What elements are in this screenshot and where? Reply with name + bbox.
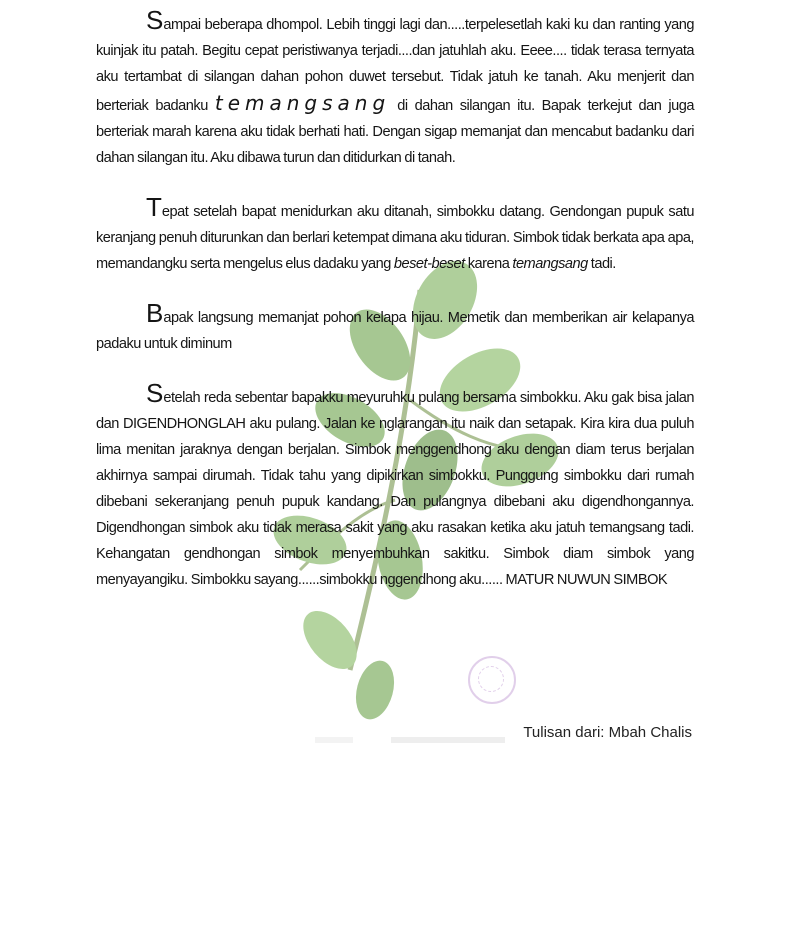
drop-cap: S bbox=[146, 378, 164, 408]
paragraph-2: Tepat setelah bapat menidurkan aku ditanah, simbokku datang. Gendongan pupuk satu keranjang penuh diturunkan dan berlari ketempat dimana aku tiduran. Simbok tidak berkata apa apa, memandangku serta mengelus elus dadaku yang beset-beset karena temangsang tadi. bbox=[96, 192, 694, 272]
story-body bbox=[96, 5, 694, 619]
drop-cap: S bbox=[146, 5, 164, 35]
stamp-watermark bbox=[468, 656, 516, 704]
paragraph-4: Setelah reda sebentar bapakku meyuruhku pulang bersama simbokku. Aku gak bisa jalan dan DIGENDHONGLAH aku pulang. Jalan ke nglarangan itu naik dan setapak. Kira kira dua puluh lima menitan jaraknya dengan berjalan. Simbok menggendhong aku dengan diam terus berjalan akhirnya sampai dirumah. Tidak tahu yang dipikirkan simbokku. Punggung simbokku dari rumah dibebani sekeranjang penuh pupuk kandang. Dan pulangnya dibebani aku digendhongannya. Digendhongan simbok aku tidak merasa sakit yang aku rasakan ketika aku jatuh temangsang tadi. Kehangatan gendhongan simbok menyembuhkan sakitku. Simbok diam simbok yang menyayangiku. Simbokku sayang......simbokku nggendhong aku...... MATUR NUWUN SIMBOK bbox=[96, 378, 694, 588]
emphasis-word: temangsang bbox=[214, 91, 391, 115]
drop-cap: B bbox=[146, 298, 164, 328]
italic-word: beset-beset bbox=[393, 256, 465, 272]
faint-caption-watermark bbox=[315, 737, 505, 743]
paragraph-3: Bapak langsung memanjat pohon kelapa hijau. Memetik dan memberikan air kelapanya padaku untuk diminum bbox=[96, 298, 694, 352]
drop-cap: T bbox=[146, 192, 162, 222]
italic-word: temangsang bbox=[512, 256, 588, 272]
paragraph-1: Sampai beberapa dhompol. Lebih tinggi lagi dan.....terpelesetlah kaki ku dan ranting yang kuinjak itu patah. Begitu cepat peristiwanya terjadi....dan jatuhlah aku. Eeee.... tidak terasa ternyata aku tertambat di silangan dahan pohon duwet tersebut. Tidak jatuh ke tanah. Aku menjerit dan berteriak badanku temangsang di dahan silangan itu. Bapak terkejut dan juga berteriak marah karena aku tidak berhati hati. Dengan sigap memanjat dan mencabut badanku dari dahan silangan itu. Aku dibawa turun dan ditidurkan di tanah. bbox=[96, 5, 694, 166]
author-credit: Tulisan dari: Mbah Chalis bbox=[523, 724, 692, 741]
